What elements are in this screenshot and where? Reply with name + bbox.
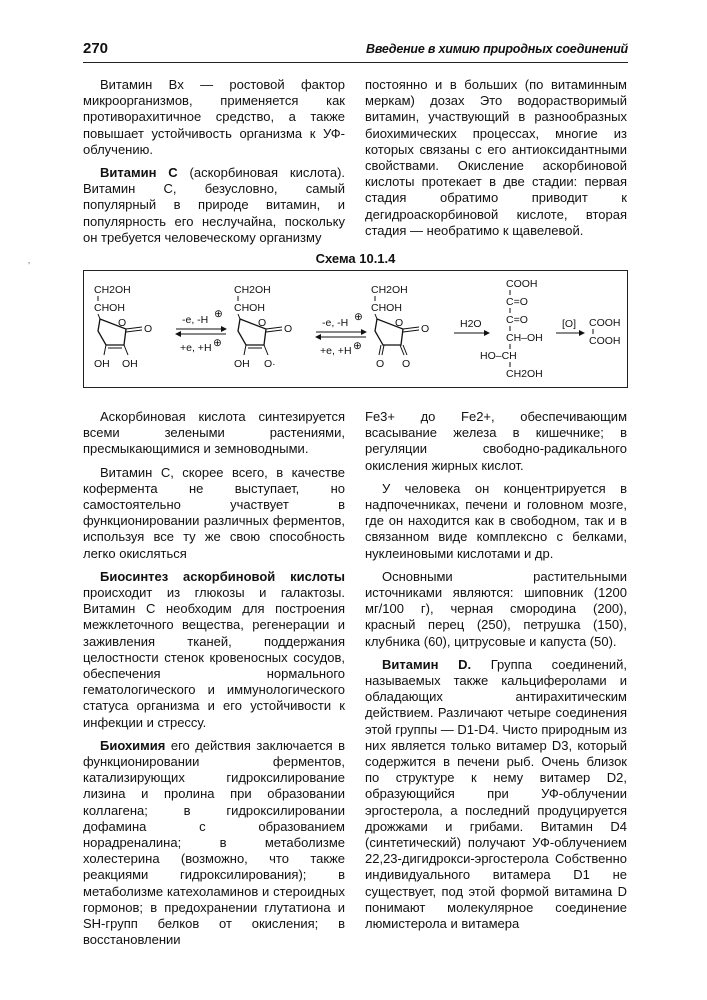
bold-vitamin-d: Витамин D. [382, 656, 472, 672]
m2-choh: CHOH [234, 302, 265, 314]
paragraph-vitamin-c-text: (аскорбиновая кислота). Витамин С, безусловно, самый популярный в природе витамин, и популярность его неслучайна, поскольку он требуется человеческому организму [83, 165, 346, 245]
page-header [83, 38, 628, 63]
paragraph-biosynthesis-text: происходит из глюкозы и галактозы. Витамин С необходим для построения межклеточного вещества, регенерации и заживления тканей, поддержания целостности стенок кровеносных сосудов, обеспечения нормального гематологического и иммунологического статуса организма и его устойчивости к инфекции и стрессу. [83, 585, 345, 730]
m3-o-right: O [402, 358, 411, 370]
bold-biochemistry: Биохимия [100, 737, 166, 753]
plus-charge-1a: ⊕ [214, 308, 223, 320]
dehydroascorbic-acid-structure [371, 284, 429, 370]
oxidation-label-2: -e, -H [322, 317, 349, 329]
paragraph-sources: Основными растительными источниками являются: шиповник (1200 мг/100 г), черная смородина (200), красный перец (250), петрушка (150), клубника (60), цитрусовые и капуста (50). [365, 568, 627, 649]
m3-ring-o: O [395, 317, 404, 329]
paragraph-vitamin-d-text: Группа соединений, называемых также кальциферолами и обладающих антирахитическим действием. Различают четыре соединения этой группы — D1-D4. Чисто природным из них является только витамер D3, который содержится в печени рыб. Очень близок по структуре к нему витамер D2, образующийся при УФ-облучении эргостерола, а последний продуцируется дрожжами и грибами. Витамин D4 (синтетический) получают УФ-облучением 22,23-дигидрокси-эргостерола Собственно индивидуального витамера D1 не существует, под этой формой витамина D понимают молекулярное соединение люмистерола и витамера [365, 656, 627, 932]
m2-oh: OH [234, 358, 250, 370]
m1-carbonyl-o: O [144, 323, 153, 335]
ascorbic-oxidation-scheme [84, 271, 629, 389]
m1-oh-left: OH [94, 358, 110, 370]
oxidant-label: [O] [562, 318, 577, 330]
ascorbic-acid-structure [94, 284, 152, 370]
m1-choh: CHOH [94, 302, 125, 314]
reduction-label-1: +e, +H [180, 342, 212, 354]
paragraph-vitamin-c [83, 165, 345, 246]
oxalic-acid-structure [589, 317, 621, 347]
m4-co-1: C=O [506, 296, 528, 308]
scheme-diagram [83, 270, 628, 388]
diketogulonic-acid-structure [480, 278, 543, 380]
m1-ch2oh: CH2OH [94, 284, 131, 296]
scheme-title: Схема 10.1.4 [315, 251, 396, 266]
plus-charge-2b: ⊕ [353, 340, 362, 352]
column-top-left [83, 77, 345, 253]
column-bottom-right [365, 409, 627, 939]
oxidation-label-1: -e, -H [182, 314, 209, 326]
m4-ch2oh: CH2OH [506, 368, 543, 380]
paragraph-biosynthesis [83, 569, 345, 731]
h2o-label: H2O [460, 318, 482, 330]
oxidation-arrow [556, 318, 584, 333]
m4-choh: CH–OH [506, 332, 543, 344]
paragraph-vitamin-d [365, 657, 627, 932]
reduction-label-2: +e, +H [320, 345, 352, 357]
radical-intermediate-structure [234, 284, 292, 370]
plus-charge-2a: ⊕ [354, 311, 363, 323]
m1-ring-o: O [118, 317, 127, 329]
hydration-arrow [454, 318, 489, 333]
margin-mark: ‚ [28, 255, 30, 265]
m1-oh-right: OH [122, 358, 138, 370]
m2-carbonyl-o: O [284, 323, 293, 335]
paragraph-oxidation: постоянно и в больших (по витаминным меркам) дозах Это водорастворимый витамин, участвующий в разнообразных биохимических процессах, многие из которых связаны с его антиоксидантными свойствами. Окисление аскорбиновой кислоты протекает в две стадии: первая стадия обратимо приводит к дегидроаскорбиновой кислоте, вторая стадия — необратимо к щавелевой. [365, 77, 627, 238]
m5-cooh-top: COOH [589, 317, 621, 329]
paragraph-synthesis: Аскорбиновая кислота синтезируется всеми зелеными растениями, пресмыкающимися и земноводными. [83, 409, 345, 457]
m2-ring-o: O [258, 317, 267, 329]
plus-charge-1b: ⊕ [213, 337, 222, 349]
m3-ch2oh: CH2OH [371, 284, 408, 296]
paragraph-biochemistry [83, 738, 345, 949]
paragraph-concentration: У человека он концентрируется в надпочечниках, печени и головном мозге, где он находится как в свободном, так и в связанном виде комплексно с белками, нуклеиновыми кислотами и др. [365, 480, 627, 561]
m3-o-left: O [376, 358, 385, 370]
paragraph-vitamin-bx: Витамин Bx — ростовой фактор микроорганизмов, применяется как противорахитичное средство, а также повышает устойчивость организма к УФ-облучению. [83, 77, 345, 157]
m3-choh: CHOH [371, 302, 402, 314]
m5-cooh-bottom: COOH [589, 335, 621, 347]
page-number: 270 [83, 40, 109, 57]
bold-biosynthesis: Биосинтез аскорбиновой кислоты [100, 568, 345, 584]
m4-co-2: C=O [506, 314, 528, 326]
equilibrium-arrows-2 [316, 311, 366, 357]
paragraph-biochemistry-text: его действия заключается в функционировании ферментов, катализирующих гидроксилирование лизина и пролина при образовании коллагена; в гидроксилировании дофамина с образованием норадреналина; в метаболизме холестерина (возможно, что также реакциями гидроксилирования); в метаболизме катехоламинов и стероидных гормонов; в предохранении глутатиона и SH-групп белков от окисления; в восстановлении [83, 737, 345, 948]
m4-hoch: HO–CH [480, 350, 517, 362]
paragraph-iron: Fe3+ до Fe2+, обеспечивающим всасывание железа в кишечнике; в регуляции свободно-радикального окисления жирных кислот. [365, 409, 627, 473]
m2-ch2oh: CH2OH [234, 284, 271, 296]
m4-cooh: COOH [506, 278, 538, 290]
paragraph-coenzyme: Витамин С, скорее всего, в качестве кофермента не выступает, но самостоятельно участвует в функционировании различных ферментов, используя все ту же свою способность легко окисляться [83, 464, 345, 561]
equilibrium-arrows-1 [176, 308, 226, 354]
column-top-right [365, 77, 627, 246]
m3-carbonyl-o: O [421, 323, 430, 335]
bold-vitamin-c: Витамин С [100, 165, 178, 181]
running-title: Введение в химию природных соединений [366, 42, 628, 56]
m2-o-radical: O· [264, 358, 276, 370]
column-bottom-left [83, 409, 345, 956]
